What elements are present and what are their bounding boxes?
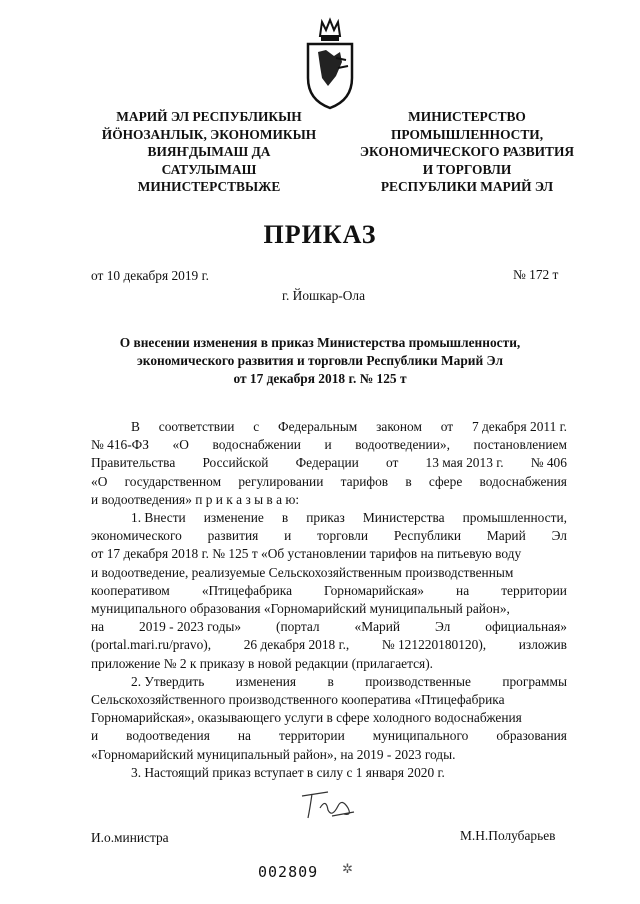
body-word: «Марий	[354, 619, 401, 635]
body-word: Марий	[486, 528, 526, 544]
body-line	[91, 727, 567, 745]
body-line	[91, 709, 567, 727]
body-word: 2. Утвердить	[131, 673, 205, 689]
document-subject	[80, 334, 560, 388]
body-line	[91, 545, 567, 563]
header-right-line: ЭКОНОМИЧЕСКОГО РАЗВИТИЯ	[359, 144, 575, 160]
body-word: (portal.mari.ru/pravo),	[91, 637, 212, 653]
body-line	[91, 655, 567, 673]
document-title: ПРИКАЗ	[263, 220, 377, 249]
body-line	[91, 764, 567, 782]
body-word: на	[237, 728, 251, 744]
body-line	[91, 473, 567, 491]
body-line	[91, 564, 567, 582]
body-word: соответствии	[158, 419, 235, 434]
body-word: территории	[278, 728, 345, 744]
body-word: и водоотведение, реализуемые Сельскохозяйственным производственным	[91, 564, 514, 580]
body-word: Российской	[202, 455, 269, 471]
body-word: муниципального образования «Горномарийский муниципальный район»,	[91, 601, 510, 617]
body-word: изменения	[235, 673, 297, 689]
body-word: водоотведения	[126, 728, 210, 744]
body-word: программы	[502, 673, 567, 689]
body-word: муниципального	[372, 728, 469, 744]
body-word: с	[253, 419, 260, 434]
body-word: 13 мая 2013 г.	[425, 455, 504, 471]
body-line	[91, 418, 567, 436]
body-word: 3. Настоящий приказ вступает в силу с 1 января 2020 г.	[131, 764, 445, 780]
body-word: Республики	[393, 528, 462, 544]
header-left-line: САТУЛЫМАШ	[161, 161, 257, 177]
body-line	[91, 527, 567, 545]
body-word: регулировании	[238, 473, 324, 489]
body-word: Министерства	[362, 510, 445, 526]
header-right-line: РЕСПУБЛИКИ МАРИЙ ЭЛ	[380, 179, 554, 195]
body-word: и	[324, 437, 332, 453]
body-word: Федерации	[295, 455, 359, 471]
body-word: сфере	[428, 473, 463, 489]
body-word: тарифов	[340, 473, 389, 489]
body-line	[91, 746, 567, 764]
body-word: в	[281, 510, 289, 526]
body-word: Эл	[434, 619, 451, 635]
body-word: экономического	[91, 528, 182, 544]
body-word: на	[456, 582, 470, 598]
body-word: Правительства	[91, 455, 176, 471]
body-word: № 406	[530, 455, 567, 471]
body-word: изменение	[203, 510, 264, 526]
body-word: и водоотведения» п р и к а з ы в а ю:	[91, 491, 300, 507]
body-word: от	[386, 455, 399, 471]
coat-of-arms-icon	[300, 16, 360, 112]
body-word: Горномарийская», оказывающего услуги в сфере холодного водоснабжения	[91, 710, 522, 726]
body-word: торговли	[317, 528, 369, 544]
body-word: № 121220180120),	[381, 637, 487, 653]
body-line	[91, 436, 567, 454]
body-word: промышленности,	[462, 510, 567, 526]
handwritten-signature-icon	[298, 786, 358, 824]
body-word: от	[440, 419, 454, 434]
body-word: № 416-ФЗ	[91, 437, 149, 453]
body-word: Федеральным	[278, 419, 358, 434]
body-word: от 17 декабря 2018 г. № 125 т «Об установлении тарифов на питьевую воду	[91, 546, 522, 562]
document-number: № 172 т	[513, 267, 559, 282]
body-word: «О	[91, 473, 108, 489]
subject-line: О внесении изменения в приказ Министерства промышленности,	[119, 335, 521, 350]
body-word: и	[91, 728, 99, 744]
signer-role: И.о.министра	[91, 830, 169, 845]
body-word: 26 декабря 2018 г.,	[243, 637, 350, 653]
body-line	[91, 454, 567, 472]
body-word: Эл	[551, 528, 567, 544]
body-word: образования	[496, 728, 567, 744]
subject-line: экономического развития и торговли Республики Марий Эл	[137, 353, 503, 368]
body-word: развития	[207, 528, 259, 544]
document-city: г. Йошкар-Ола	[282, 288, 366, 303]
body-word: водоснабжения	[479, 473, 567, 489]
body-word: 2019 - 2023 годы»	[139, 619, 242, 635]
body-word: постановлением	[473, 437, 567, 453]
body-line	[91, 491, 567, 509]
body-word: (портал	[275, 619, 320, 635]
body-word: водоснабжении	[212, 437, 301, 453]
body-word: Горномарийская»	[324, 582, 425, 598]
body-word: «О	[172, 437, 189, 453]
body-word: приложение № 2 к приказу в новой редакции (прилагается).	[91, 655, 434, 671]
body-word: территории	[501, 582, 567, 598]
body-word: производственные	[365, 673, 471, 689]
asterisk-mark-icon: ✲	[342, 861, 353, 876]
body-word: государственном	[124, 473, 222, 489]
header-left-line: МИНИСТЕРСТВЫЖЕ	[137, 179, 281, 195]
header-left-line: МАРИЙ ЭЛ РЕСПУБЛИКЫН	[116, 109, 302, 124]
body-word: в	[405, 473, 412, 489]
body-word: кооперативом	[91, 582, 170, 598]
body-line	[91, 509, 567, 527]
body-line	[91, 582, 567, 600]
body-word: в	[327, 673, 334, 689]
body-word: 1. Внести	[131, 510, 186, 526]
body-word: «Птицефабрика	[201, 582, 293, 598]
body-word: 7 декабря 2011 г.	[471, 419, 567, 434]
body-word: «Горномарийский муниципальный район», на 2019 - 2023 годы.	[91, 746, 456, 762]
header-mari-name	[84, 108, 334, 196]
header-left-line: ВИЯҤДЫМАШ ДА	[147, 144, 271, 160]
header-right-line: ПРОМЫШЛЕННОСТИ,	[390, 126, 544, 142]
document-date: от 10 декабря 2019 г.	[91, 268, 209, 283]
signer-name: М.Н.Полубарьев	[460, 828, 556, 843]
body-line	[91, 636, 567, 654]
body-word: приказ	[306, 510, 345, 526]
body-word: изложив	[518, 637, 567, 653]
body-word: на	[91, 619, 105, 635]
body-word: водоотведении»,	[355, 437, 450, 453]
subject-line: от 17 декабря 2018 г. № 125 т	[233, 371, 407, 386]
body-line	[91, 691, 567, 709]
document-body	[91, 418, 567, 782]
body-line	[91, 618, 567, 636]
header-left-line: ЙÖНОЗАНЛЫК, ЭКОНОМИКЫН	[101, 126, 317, 142]
body-word: законом	[376, 419, 422, 434]
body-line	[91, 600, 567, 618]
body-word: В	[131, 419, 140, 434]
body-line	[91, 673, 567, 691]
body-word: и	[284, 528, 292, 544]
header-right-line: И ТОРГОВЛИ	[422, 161, 512, 177]
header-right-line: МИНИСТЕРСТВО	[408, 109, 526, 124]
body-word: Сельскохозяйственного производственного кооператива «Птицефабрика	[91, 692, 505, 708]
header-russian-name	[336, 108, 598, 196]
body-word: официальная»	[485, 619, 567, 635]
serial-number: 002809	[258, 863, 319, 881]
